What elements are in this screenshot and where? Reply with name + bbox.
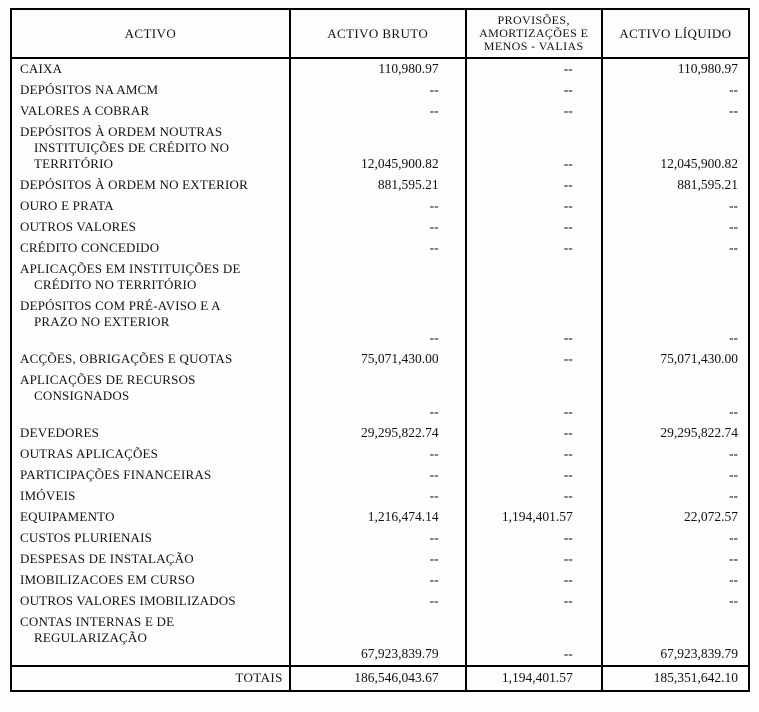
table-row — [12, 591, 748, 612]
row-label — [12, 101, 289, 122]
header-provisoes-line-1: PROVISÕES, — [497, 13, 570, 27]
table-row — [12, 549, 748, 570]
row-activo-bruto-value — [289, 259, 465, 296]
table-row — [12, 196, 748, 217]
row-provisoes-value: -- — [465, 349, 601, 370]
row-provisoes-value: -- — [465, 175, 601, 196]
row-activo-liquido-value: -- — [601, 486, 748, 507]
table-header-row — [12, 10, 748, 59]
row-label-line: DEVEDORES — [20, 425, 100, 440]
totals-provisoes-value: 1,194,401.57 — [465, 667, 601, 690]
row-label-line: DEPÓSITOS COM PRÉ-AVISO E A — [20, 298, 221, 313]
row-activo-bruto-value: -- — [289, 238, 465, 259]
row-label — [12, 570, 289, 591]
row-activo-liquido-value: -- — [601, 370, 748, 423]
header-activo-liquido: ACTIVO LÍQUIDO — [601, 10, 748, 57]
row-activo-liquido-value: -- — [601, 80, 748, 101]
table-row — [12, 122, 748, 175]
row-label-line: IMOBILIZACOES EM CURSO — [20, 572, 195, 587]
row-activo-liquido-value: 110,980.97 — [601, 59, 748, 80]
totals-activo-liquido-value: 185,351,642.10 — [601, 667, 748, 690]
row-activo-liquido-value: -- — [601, 444, 748, 465]
row-activo-liquido-value: -- — [601, 528, 748, 549]
table-row — [12, 528, 748, 549]
table-row — [12, 101, 748, 122]
row-activo-bruto-value: -- — [289, 486, 465, 507]
row-activo-bruto-value: -- — [289, 370, 465, 423]
row-activo-liquido-value: -- — [601, 196, 748, 217]
row-label — [12, 549, 289, 570]
header-provisoes — [465, 10, 601, 57]
row-activo-bruto-value: -- — [289, 101, 465, 122]
row-label-line: APLICAÇÕES DE RECURSOS — [20, 372, 196, 387]
header-provisoes-line-3: MENOS - VALIAS — [483, 39, 584, 53]
table-row — [12, 486, 748, 507]
row-label-line: IMÓVEIS — [20, 488, 76, 503]
row-label — [12, 486, 289, 507]
row-activo-bruto-value: 29,295,822.74 — [289, 423, 465, 444]
row-label-line: DEPÓSITOS NA AMCM — [20, 82, 159, 97]
row-label-line: CRÉDITO CONCEDIDO — [20, 240, 160, 255]
table-row — [12, 80, 748, 101]
row-label-line: CONTAS INTERNAS E DE — [20, 614, 175, 629]
row-provisoes-value: -- — [465, 196, 601, 217]
table-row — [12, 465, 748, 486]
row-label-line: CUSTOS PLURIENAIS — [20, 530, 153, 545]
row-label — [12, 196, 289, 217]
table-row — [12, 238, 748, 259]
row-activo-liquido-value: 67,923,839.79 — [601, 612, 748, 665]
row-label — [12, 175, 289, 196]
row-provisoes-value: -- — [465, 591, 601, 612]
table-row — [12, 349, 748, 370]
row-provisoes-value: -- — [465, 528, 601, 549]
table-row — [12, 570, 748, 591]
row-provisoes-value: -- — [465, 444, 601, 465]
row-label — [12, 591, 289, 612]
row-activo-liquido-value — [601, 259, 748, 296]
row-activo-bruto-value: -- — [289, 549, 465, 570]
row-label — [12, 444, 289, 465]
row-activo-bruto-value: -- — [289, 528, 465, 549]
row-label — [12, 80, 289, 101]
row-provisoes-value: -- — [465, 549, 601, 570]
balance-sheet-table — [10, 8, 750, 692]
row-provisoes-value: 1,194,401.57 — [465, 507, 601, 528]
row-label-line: REGULARIZAÇÃO — [34, 630, 148, 645]
row-provisoes-value: -- — [465, 80, 601, 101]
row-label — [12, 349, 289, 370]
table-row — [12, 507, 748, 528]
row-activo-bruto-value: -- — [289, 196, 465, 217]
row-provisoes-value: -- — [465, 612, 601, 665]
table-row — [12, 175, 748, 196]
row-provisoes-value: -- — [465, 486, 601, 507]
row-provisoes-value: -- — [465, 570, 601, 591]
row-label — [12, 465, 289, 486]
row-label-line: EQUIPAMENTO — [20, 509, 115, 524]
header-activo-bruto: ACTIVO BRUTO — [289, 10, 465, 57]
totals-label: TOTAIS — [235, 670, 283, 685]
table-body — [12, 59, 748, 665]
row-activo-liquido-value: -- — [601, 591, 748, 612]
row-activo-bruto-value: -- — [289, 80, 465, 101]
row-label-line: DEPÓSITOS À ORDEM NO EXTERIOR — [20, 177, 249, 192]
row-label — [12, 612, 289, 665]
table-row — [12, 259, 748, 296]
row-activo-liquido-value: -- — [601, 570, 748, 591]
row-label-line: CONSIGNADOS — [34, 388, 130, 403]
row-activo-liquido-value: 75,071,430.00 — [601, 349, 748, 370]
row-activo-liquido-value: -- — [601, 217, 748, 238]
row-activo-liquido-value: -- — [601, 549, 748, 570]
row-provisoes-value: -- — [465, 101, 601, 122]
totals-row — [12, 665, 748, 690]
table-row — [12, 423, 748, 444]
row-label-line: PRAZO NO EXTERIOR — [34, 314, 170, 329]
row-label — [12, 259, 289, 296]
row-activo-liquido-value: -- — [601, 101, 748, 122]
table-row — [12, 612, 748, 665]
table-row — [12, 59, 748, 80]
row-activo-bruto-value: 75,071,430.00 — [289, 349, 465, 370]
row-label-line: OUTROS VALORES IMOBILIZADOS — [20, 593, 236, 608]
row-label — [12, 507, 289, 528]
row-label-line: DESPESAS DE INSTALAÇÃO — [20, 551, 194, 566]
header-provisoes-line-2: AMORTIZAÇÕES E — [479, 26, 589, 40]
row-label-line: PARTICIPAÇÕES FINANCEIRAS — [20, 467, 212, 482]
row-activo-liquido-value: -- — [601, 465, 748, 486]
row-activo-bruto-value: 881,595.21 — [289, 175, 465, 196]
row-activo-liquido-value: 29,295,822.74 — [601, 423, 748, 444]
row-activo-liquido-value: 22,072.57 — [601, 507, 748, 528]
row-activo-bruto-value: -- — [289, 296, 465, 349]
row-activo-bruto-value: 1,216,474.14 — [289, 507, 465, 528]
row-label-line: CRÉDITO NO TERRITÓRIO — [34, 277, 197, 292]
row-activo-bruto-value: -- — [289, 217, 465, 238]
row-label-line: CAIXA — [20, 61, 63, 76]
row-label-line: OUTROS VALORES — [20, 219, 137, 234]
row-provisoes-value: -- — [465, 238, 601, 259]
table-row — [12, 444, 748, 465]
table-row — [12, 296, 748, 349]
row-label-line: OUTRAS APLICAÇÕES — [20, 446, 159, 461]
row-provisoes-value: -- — [465, 423, 601, 444]
row-label — [12, 528, 289, 549]
row-activo-bruto-value: -- — [289, 591, 465, 612]
table-row — [12, 370, 748, 423]
row-provisoes-value: -- — [465, 122, 601, 175]
row-activo-bruto-value: -- — [289, 570, 465, 591]
totals-activo-bruto-value: 186,546,043.67 — [289, 667, 465, 690]
row-label-line: ACÇÕES, OBRIGAÇÕES E QUOTAS — [20, 351, 233, 366]
row-provisoes-value — [465, 259, 601, 296]
row-label-line: TERRITÓRIO — [34, 156, 114, 171]
header-activo: ACTIVO — [124, 26, 177, 41]
row-label — [12, 423, 289, 444]
row-label-line: OURO E PRATA — [20, 198, 114, 213]
row-label — [12, 59, 289, 80]
row-activo-bruto-value: -- — [289, 465, 465, 486]
row-label — [12, 122, 289, 175]
row-activo-bruto-value: -- — [289, 444, 465, 465]
row-activo-liquido-value: -- — [601, 296, 748, 349]
row-label — [12, 296, 289, 349]
row-label — [12, 217, 289, 238]
row-activo-bruto-value: 67,923,839.79 — [289, 612, 465, 665]
row-label-line: APLICAÇÕES EM INSTITUIÇÕES DE — [20, 261, 241, 276]
row-activo-bruto-value: 12,045,900.82 — [289, 122, 465, 175]
row-label-line: INSTITUIÇÕES DE CRÉDITO NO — [34, 140, 230, 155]
row-label-line: VALORES A COBRAR — [20, 103, 150, 118]
table-row — [12, 217, 748, 238]
row-provisoes-value: -- — [465, 217, 601, 238]
row-activo-liquido-value: 12,045,900.82 — [601, 122, 748, 175]
row-provisoes-value: -- — [465, 370, 601, 423]
row-activo-liquido-value: 881,595.21 — [601, 175, 748, 196]
row-label — [12, 370, 289, 423]
row-label — [12, 238, 289, 259]
row-provisoes-value: -- — [465, 296, 601, 349]
row-provisoes-value: -- — [465, 59, 601, 80]
row-label-line: DEPÓSITOS À ORDEM NOUTRAS — [20, 124, 223, 139]
row-provisoes-value: -- — [465, 465, 601, 486]
row-activo-bruto-value: 110,980.97 — [289, 59, 465, 80]
row-activo-liquido-value: -- — [601, 238, 748, 259]
